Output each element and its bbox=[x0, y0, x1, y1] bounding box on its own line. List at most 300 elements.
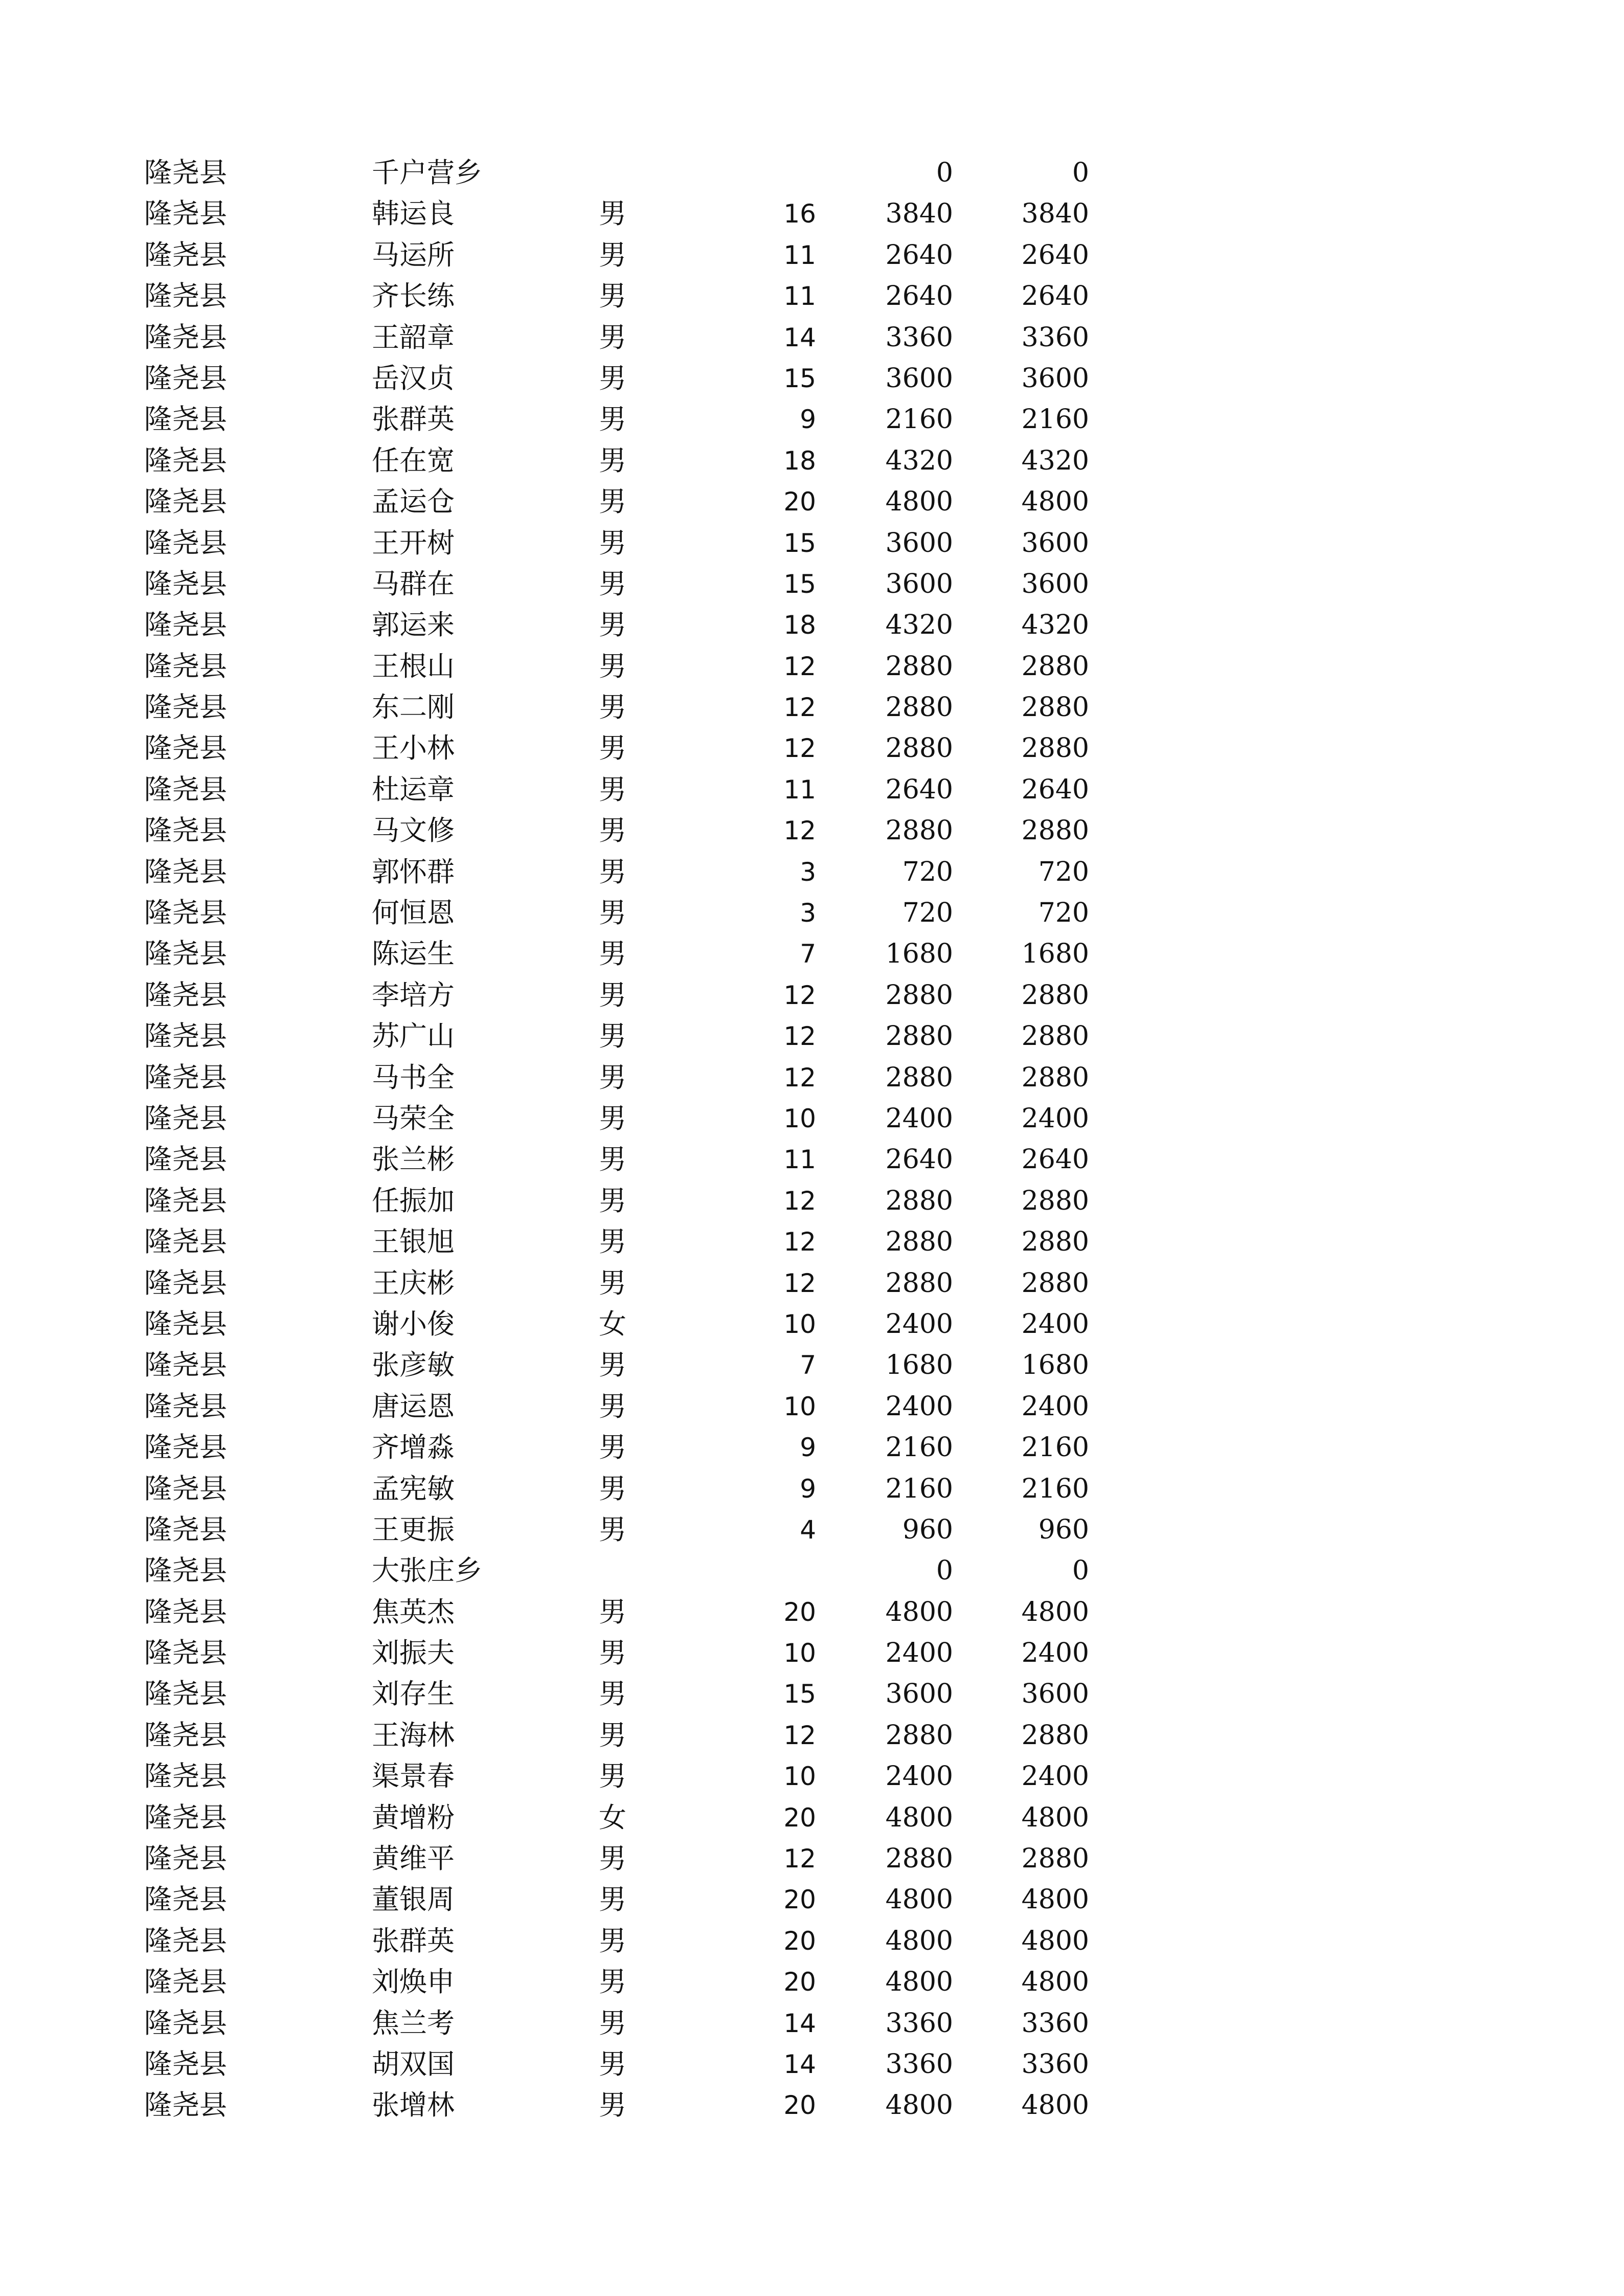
name-cell: 王银旭 bbox=[372, 1225, 455, 1258]
county-cell: 隆尧县 bbox=[144, 938, 227, 970]
table-row bbox=[0, 317, 1624, 358]
amount-cell: 2160 bbox=[885, 1432, 953, 1463]
county-cell: 隆尧县 bbox=[144, 444, 227, 477]
months-cell: 9 bbox=[800, 405, 816, 435]
name-cell: 焦兰考 bbox=[372, 2007, 455, 2039]
amount-cell: 2880 bbox=[885, 692, 953, 723]
table-row bbox=[0, 1427, 1624, 1468]
gender-cell: 男 bbox=[599, 1390, 626, 1422]
county-cell: 隆尧县 bbox=[144, 567, 227, 600]
county-cell: 隆尧县 bbox=[144, 1390, 227, 1422]
county-cell: 隆尧县 bbox=[144, 978, 227, 1011]
amount-cell: 4800 bbox=[885, 2090, 953, 2121]
table-row bbox=[0, 687, 1624, 728]
months-cell: 3 bbox=[800, 857, 816, 887]
gender-cell: 男 bbox=[599, 897, 626, 929]
total-amount-cell: 4800 bbox=[1021, 2090, 1089, 2121]
gender-cell: 男 bbox=[599, 814, 626, 847]
total-amount-cell: 4320 bbox=[1021, 445, 1089, 476]
months-cell: 12 bbox=[783, 1021, 816, 1052]
name-cell: 张兰彬 bbox=[372, 1143, 455, 1176]
table-row bbox=[0, 152, 1624, 193]
table-row bbox=[0, 1633, 1624, 1674]
months-cell: 3 bbox=[800, 898, 816, 928]
total-amount-cell: 2640 bbox=[1021, 239, 1089, 271]
table-row bbox=[0, 852, 1624, 893]
gender-cell: 男 bbox=[599, 2047, 626, 2080]
total-amount-cell: 2160 bbox=[1021, 1473, 1089, 1504]
county-cell: 隆尧县 bbox=[144, 1554, 227, 1587]
months-cell: 16 bbox=[783, 199, 816, 229]
amount-cell: 4800 bbox=[885, 1596, 953, 1628]
name-cell: 马荣全 bbox=[372, 1102, 455, 1134]
amount-cell: 2880 bbox=[885, 1062, 953, 1093]
amount-cell: 2880 bbox=[885, 1185, 953, 1216]
table-row bbox=[0, 728, 1624, 769]
total-amount-cell: 2880 bbox=[1021, 1062, 1089, 1093]
amount-cell: 0 bbox=[936, 158, 953, 188]
table-row bbox=[0, 1386, 1624, 1427]
amount-cell: 2880 bbox=[885, 815, 953, 846]
table-row bbox=[0, 1879, 1624, 1920]
total-amount-cell: 3600 bbox=[1021, 1679, 1089, 1710]
amount-cell: 0 bbox=[936, 1555, 953, 1587]
total-amount-cell: 2400 bbox=[1021, 1761, 1089, 1792]
name-cell: 马书全 bbox=[372, 1061, 455, 1094]
months-cell: 20 bbox=[783, 1802, 816, 1833]
county-cell: 隆尧县 bbox=[144, 1307, 227, 1340]
name-cell: 王韶章 bbox=[372, 321, 455, 353]
county-cell: 隆尧县 bbox=[144, 1349, 227, 1381]
table-row bbox=[0, 1139, 1624, 1180]
county-cell: 隆尧县 bbox=[144, 1061, 227, 1094]
total-amount-cell: 1680 bbox=[1021, 939, 1089, 970]
amount-cell: 3840 bbox=[885, 198, 953, 230]
name-cell: 孟运仓 bbox=[372, 485, 455, 518]
amount-cell: 4800 bbox=[885, 1802, 953, 1833]
amount-cell: 2160 bbox=[885, 404, 953, 435]
county-cell: 隆尧县 bbox=[144, 1883, 227, 1916]
gender-cell: 男 bbox=[599, 732, 626, 765]
name-cell: 李培方 bbox=[372, 978, 455, 1011]
gender-cell: 男 bbox=[599, 938, 626, 970]
county-cell: 隆尧县 bbox=[144, 814, 227, 847]
table-row bbox=[0, 1961, 1624, 2002]
name-cell: 郭怀群 bbox=[372, 855, 455, 888]
name-cell: 齐增淼 bbox=[372, 1431, 455, 1464]
table-row bbox=[0, 1592, 1624, 1633]
name-cell: 马文修 bbox=[372, 814, 455, 847]
total-amount-cell: 2400 bbox=[1021, 1308, 1089, 1340]
amount-cell: 2640 bbox=[885, 774, 953, 805]
name-cell: 渠景春 bbox=[372, 1760, 455, 1793]
months-cell: 9 bbox=[800, 1474, 816, 1504]
amount-cell: 4800 bbox=[885, 1925, 953, 1956]
gender-cell: 男 bbox=[599, 1637, 626, 1669]
gender-cell: 男 bbox=[599, 1266, 626, 1299]
amount-cell: 2880 bbox=[885, 979, 953, 1011]
months-cell: 12 bbox=[783, 980, 816, 1010]
gender-cell: 男 bbox=[599, 609, 626, 641]
gender-cell: 女 bbox=[599, 1307, 626, 1340]
name-cell: 张增林 bbox=[372, 2089, 455, 2122]
spreadsheet-table bbox=[0, 152, 1624, 2126]
county-cell: 隆尧县 bbox=[144, 1842, 227, 1875]
name-cell: 郭运来 bbox=[372, 609, 455, 641]
gender-cell: 男 bbox=[599, 526, 626, 559]
county-cell: 隆尧县 bbox=[144, 1760, 227, 1793]
county-cell: 隆尧县 bbox=[144, 1801, 227, 1834]
amount-cell: 2400 bbox=[885, 1308, 953, 1340]
gender-cell: 男 bbox=[599, 1678, 626, 1710]
gender-cell: 男 bbox=[599, 1102, 626, 1134]
table-row bbox=[0, 1550, 1624, 1591]
county-cell: 隆尧县 bbox=[144, 2089, 227, 2122]
table-row bbox=[0, 235, 1624, 276]
table-row bbox=[0, 646, 1624, 687]
gender-cell: 男 bbox=[599, 1513, 626, 1546]
gender-cell: 女 bbox=[599, 1801, 626, 1834]
county-cell: 隆尧县 bbox=[144, 691, 227, 724]
table-row bbox=[0, 1468, 1624, 1509]
gender-cell: 男 bbox=[599, 1225, 626, 1258]
months-cell: 20 bbox=[783, 1885, 816, 1915]
amount-cell: 2160 bbox=[885, 1473, 953, 1504]
months-cell: 7 bbox=[800, 1350, 816, 1380]
county-cell: 隆尧县 bbox=[144, 2047, 227, 2080]
gender-cell: 男 bbox=[599, 1842, 626, 1875]
table-row bbox=[0, 1345, 1624, 1386]
amount-cell: 2400 bbox=[885, 1103, 953, 1134]
gender-cell: 男 bbox=[599, 1966, 626, 1998]
county-cell: 隆尧县 bbox=[144, 1143, 227, 1176]
amount-cell: 2400 bbox=[885, 1391, 953, 1422]
table-row bbox=[0, 933, 1624, 974]
name-cell: 谢小俊 bbox=[372, 1307, 455, 1340]
gender-cell: 男 bbox=[599, 1760, 626, 1793]
months-cell: 10 bbox=[783, 1638, 816, 1668]
months-cell: 15 bbox=[783, 363, 816, 393]
amount-cell: 3600 bbox=[885, 363, 953, 394]
gender-cell: 男 bbox=[599, 978, 626, 1011]
gender-cell: 男 bbox=[599, 485, 626, 518]
name-cell: 张群英 bbox=[372, 1924, 455, 1957]
amount-cell: 3600 bbox=[885, 1679, 953, 1710]
name-cell: 任振加 bbox=[372, 1184, 455, 1217]
total-amount-cell: 4320 bbox=[1021, 610, 1089, 641]
county-cell: 隆尧县 bbox=[144, 855, 227, 888]
gender-cell: 男 bbox=[599, 362, 626, 394]
table-row bbox=[0, 810, 1624, 851]
months-cell: 12 bbox=[783, 693, 816, 723]
gender-cell: 男 bbox=[599, 1883, 626, 1916]
total-amount-cell: 3600 bbox=[1021, 568, 1089, 599]
table-row bbox=[0, 1756, 1624, 1797]
total-amount-cell: 3840 bbox=[1021, 198, 1089, 230]
gender-cell: 男 bbox=[599, 321, 626, 353]
amount-cell: 720 bbox=[902, 898, 953, 929]
county-cell: 隆尧县 bbox=[144, 362, 227, 394]
table-row bbox=[0, 975, 1624, 1016]
county-cell: 隆尧县 bbox=[144, 609, 227, 641]
months-cell: 18 bbox=[783, 610, 816, 640]
months-cell: 15 bbox=[783, 528, 816, 558]
total-amount-cell: 4800 bbox=[1021, 1967, 1089, 1998]
amount-cell: 2880 bbox=[885, 733, 953, 764]
months-cell: 10 bbox=[783, 1103, 816, 1133]
table-row bbox=[0, 605, 1624, 645]
amount-cell: 3360 bbox=[885, 322, 953, 353]
county-cell: 隆尧县 bbox=[144, 1184, 227, 1217]
county-cell: 隆尧县 bbox=[144, 650, 227, 682]
name-cell: 刘存生 bbox=[372, 1678, 455, 1710]
name-cell: 韩运良 bbox=[372, 197, 455, 230]
table-row bbox=[0, 1674, 1624, 1714]
name-cell: 何恒恩 bbox=[372, 897, 455, 929]
months-cell: 20 bbox=[783, 1597, 816, 1627]
months-cell: 14 bbox=[783, 2008, 816, 2038]
gender-cell: 男 bbox=[599, 1719, 626, 1751]
months-cell: 12 bbox=[783, 816, 816, 846]
gender-cell: 男 bbox=[599, 691, 626, 724]
months-cell: 12 bbox=[783, 733, 816, 764]
months-cell: 12 bbox=[783, 651, 816, 681]
gender-cell: 男 bbox=[599, 1595, 626, 1628]
total-amount-cell: 3600 bbox=[1021, 363, 1089, 394]
gender-cell: 男 bbox=[599, 1924, 626, 1957]
county-cell: 隆尧县 bbox=[144, 1637, 227, 1669]
total-amount-cell: 4800 bbox=[1021, 1884, 1089, 1915]
months-cell: 12 bbox=[783, 1227, 816, 1257]
months-cell: 11 bbox=[783, 281, 816, 311]
total-amount-cell: 2880 bbox=[1021, 815, 1089, 846]
gender-cell: 男 bbox=[599, 773, 626, 806]
amount-cell: 2880 bbox=[885, 1267, 953, 1299]
table-row bbox=[0, 2003, 1624, 2044]
amount-cell: 1680 bbox=[885, 1350, 953, 1381]
total-amount-cell: 2880 bbox=[1021, 1720, 1089, 1751]
table-row bbox=[0, 2044, 1624, 2085]
table-row bbox=[0, 399, 1624, 440]
total-amount-cell: 2400 bbox=[1021, 1638, 1089, 1669]
county-cell: 隆尧县 bbox=[144, 1513, 227, 1546]
gender-cell: 男 bbox=[599, 197, 626, 230]
total-amount-cell: 1680 bbox=[1021, 1350, 1089, 1381]
county-cell: 隆尧县 bbox=[144, 321, 227, 353]
county-cell: 隆尧县 bbox=[144, 1431, 227, 1464]
name-cell: 刘焕申 bbox=[372, 1966, 455, 1998]
amount-cell: 1680 bbox=[885, 939, 953, 970]
county-cell: 隆尧县 bbox=[144, 1225, 227, 1258]
gender-cell: 男 bbox=[599, 280, 626, 313]
amount-cell: 2400 bbox=[885, 1761, 953, 1792]
amount-cell: 3600 bbox=[885, 568, 953, 599]
months-cell: 9 bbox=[800, 1433, 816, 1463]
county-cell: 隆尧县 bbox=[144, 1678, 227, 1710]
name-cell: 黄维平 bbox=[372, 1842, 455, 1875]
name-cell: 刘振夫 bbox=[372, 1637, 455, 1669]
months-cell: 10 bbox=[783, 1309, 816, 1339]
name-cell: 岳汉贞 bbox=[372, 362, 455, 394]
total-amount-cell: 2640 bbox=[1021, 774, 1089, 805]
county-cell: 隆尧县 bbox=[144, 403, 227, 436]
gender-cell: 男 bbox=[599, 2007, 626, 2039]
gender-cell: 男 bbox=[599, 855, 626, 888]
county-cell: 隆尧县 bbox=[144, 2007, 227, 2039]
total-amount-cell: 2400 bbox=[1021, 1391, 1089, 1422]
table-row bbox=[0, 1180, 1624, 1221]
county-cell: 隆尧县 bbox=[144, 485, 227, 518]
total-amount-cell: 4800 bbox=[1021, 1596, 1089, 1628]
total-amount-cell: 2880 bbox=[1021, 1021, 1089, 1052]
months-cell: 12 bbox=[783, 1844, 816, 1874]
name-cell: 张彦敏 bbox=[372, 1349, 455, 1381]
total-amount-cell: 2880 bbox=[1021, 1227, 1089, 1258]
gender-cell: 男 bbox=[599, 650, 626, 682]
total-amount-cell: 720 bbox=[1038, 898, 1089, 929]
total-amount-cell: 2880 bbox=[1021, 692, 1089, 723]
name-cell: 焦英杰 bbox=[372, 1595, 455, 1628]
months-cell: 20 bbox=[783, 1926, 816, 1956]
gender-cell: 男 bbox=[599, 1061, 626, 1094]
name-cell: 王更振 bbox=[372, 1513, 455, 1546]
gender-cell: 男 bbox=[599, 2089, 626, 2122]
name-cell: 胡双国 bbox=[372, 2047, 455, 2080]
table-row bbox=[0, 1098, 1624, 1139]
table-row bbox=[0, 523, 1624, 564]
total-amount-cell: 2880 bbox=[1021, 1843, 1089, 1875]
amount-cell: 2400 bbox=[885, 1638, 953, 1669]
table-row bbox=[0, 193, 1624, 234]
county-cell: 隆尧县 bbox=[144, 773, 227, 806]
total-amount-cell: 2880 bbox=[1021, 733, 1089, 764]
county-cell: 隆尧县 bbox=[144, 897, 227, 929]
gender-cell: 男 bbox=[599, 403, 626, 436]
table-row bbox=[0, 1057, 1624, 1098]
name-cell: 董银周 bbox=[372, 1883, 455, 1916]
county-cell: 隆尧县 bbox=[144, 238, 227, 271]
table-row bbox=[0, 1509, 1624, 1550]
county-cell: 隆尧县 bbox=[144, 732, 227, 765]
amount-cell: 960 bbox=[902, 1514, 953, 1545]
total-amount-cell: 2160 bbox=[1021, 1432, 1089, 1463]
county-cell: 隆尧县 bbox=[144, 280, 227, 313]
name-cell: 王开树 bbox=[372, 526, 455, 559]
months-cell: 10 bbox=[783, 1391, 816, 1421]
months-cell: 4 bbox=[800, 1514, 816, 1545]
months-cell: 12 bbox=[783, 1062, 816, 1093]
county-cell: 隆尧县 bbox=[144, 1595, 227, 1628]
name-cell: 黄增粉 bbox=[372, 1801, 455, 1834]
table-row bbox=[0, 1263, 1624, 1304]
total-amount-cell: 2880 bbox=[1021, 1267, 1089, 1299]
months-cell: 12 bbox=[783, 1186, 816, 1216]
county-cell: 隆尧县 bbox=[144, 1266, 227, 1299]
amount-cell: 2880 bbox=[885, 1843, 953, 1875]
name-cell: 王海林 bbox=[372, 1719, 455, 1751]
total-amount-cell: 4800 bbox=[1021, 1802, 1089, 1833]
gender-cell: 男 bbox=[599, 567, 626, 600]
months-cell: 20 bbox=[783, 2090, 816, 2121]
months-cell: 18 bbox=[783, 445, 816, 476]
county-cell: 隆尧县 bbox=[144, 1102, 227, 1134]
table-row bbox=[0, 1921, 1624, 1961]
total-amount-cell: 4800 bbox=[1021, 486, 1089, 518]
name-cell: 王庆彬 bbox=[372, 1266, 455, 1299]
amount-cell: 4800 bbox=[885, 1967, 953, 1998]
county-cell: 隆尧县 bbox=[144, 526, 227, 559]
total-amount-cell: 0 bbox=[1072, 1555, 1089, 1587]
gender-cell: 男 bbox=[599, 1184, 626, 1217]
county-cell: 隆尧县 bbox=[144, 1020, 227, 1053]
county-cell: 隆尧县 bbox=[144, 1924, 227, 1957]
county-cell: 隆尧县 bbox=[144, 1719, 227, 1751]
months-cell: 11 bbox=[783, 774, 816, 805]
name-cell: 孟宪敏 bbox=[372, 1472, 455, 1505]
name-cell: 王根山 bbox=[372, 650, 455, 682]
name-cell: 任在宽 bbox=[372, 444, 455, 477]
gender-cell: 男 bbox=[599, 444, 626, 477]
table-row bbox=[0, 440, 1624, 481]
months-cell: 20 bbox=[783, 1967, 816, 1997]
months-cell: 11 bbox=[783, 1145, 816, 1175]
amount-cell: 2640 bbox=[885, 281, 953, 312]
table-row bbox=[0, 769, 1624, 810]
name-cell: 齐长练 bbox=[372, 280, 455, 313]
total-amount-cell: 3360 bbox=[1021, 2048, 1089, 2080]
table-row bbox=[0, 564, 1624, 605]
total-amount-cell: 2160 bbox=[1021, 404, 1089, 435]
total-amount-cell: 2880 bbox=[1021, 651, 1089, 682]
table-row bbox=[0, 481, 1624, 522]
table-row bbox=[0, 1797, 1624, 1838]
name-cell: 杜运章 bbox=[372, 773, 455, 806]
months-cell: 12 bbox=[783, 1720, 816, 1750]
county-cell: 隆尧县 bbox=[144, 157, 227, 189]
name-cell: 马群在 bbox=[372, 567, 455, 600]
gender-cell: 男 bbox=[599, 1349, 626, 1381]
gender-cell: 男 bbox=[599, 1431, 626, 1464]
table-row bbox=[0, 893, 1624, 933]
name-cell: 张群英 bbox=[372, 403, 455, 436]
name-cell: 大张庄乡 bbox=[372, 1554, 482, 1587]
total-amount-cell: 960 bbox=[1038, 1514, 1089, 1545]
months-cell: 15 bbox=[783, 569, 816, 599]
amount-cell: 720 bbox=[902, 856, 953, 887]
total-amount-cell: 3360 bbox=[1021, 2008, 1089, 2039]
amount-cell: 2880 bbox=[885, 1227, 953, 1258]
name-cell: 千户营乡 bbox=[372, 157, 482, 189]
months-cell: 12 bbox=[783, 1268, 816, 1298]
gender-cell: 男 bbox=[599, 238, 626, 271]
county-cell: 隆尧县 bbox=[144, 1966, 227, 1998]
table-row bbox=[0, 2085, 1624, 2126]
amount-cell: 3360 bbox=[885, 2008, 953, 2039]
amount-cell: 3600 bbox=[885, 527, 953, 559]
amount-cell: 2880 bbox=[885, 651, 953, 682]
gender-cell: 男 bbox=[599, 1143, 626, 1176]
total-amount-cell: 2640 bbox=[1021, 281, 1089, 312]
months-cell: 11 bbox=[783, 240, 816, 270]
name-cell: 王小林 bbox=[372, 732, 455, 765]
county-cell: 隆尧县 bbox=[144, 197, 227, 230]
amount-cell: 2880 bbox=[885, 1021, 953, 1052]
county-cell: 隆尧县 bbox=[144, 1472, 227, 1505]
total-amount-cell: 2880 bbox=[1021, 1185, 1089, 1216]
table-row bbox=[0, 1715, 1624, 1756]
amount-cell: 4800 bbox=[885, 1884, 953, 1915]
name-cell: 陈运生 bbox=[372, 938, 455, 970]
